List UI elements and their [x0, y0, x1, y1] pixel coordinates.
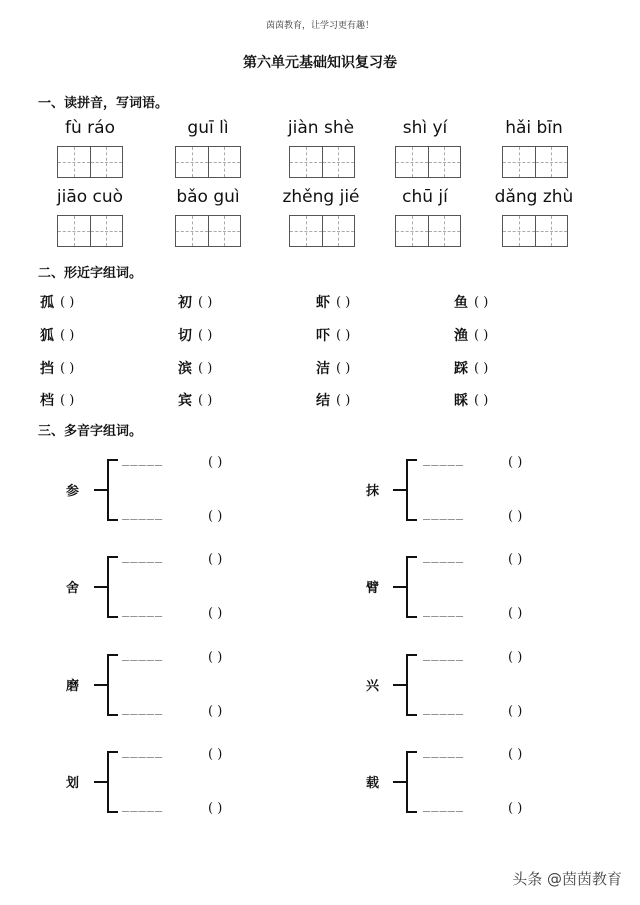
similar-char-item[interactable] — [178, 390, 212, 410]
answer-blank[interactable]: _____ — [122, 701, 164, 715]
similar-char-item[interactable] — [454, 292, 488, 312]
polyphone-char: 抹 — [366, 484, 380, 499]
writing-grid[interactable] — [175, 146, 241, 178]
similar-char: 档 — [40, 393, 54, 409]
similar-char-item[interactable] — [40, 358, 74, 378]
similar-char-item[interactable] — [178, 292, 212, 312]
similar-char: 睬 — [454, 393, 468, 409]
similar-char: 吓 — [316, 328, 330, 344]
answer-paren: ( ) — [336, 327, 351, 343]
answer-blank[interactable]: _____ — [423, 647, 465, 661]
header-tag: 茵茵教育，让学习更有趣！ — [265, 21, 374, 31]
similar-char-item[interactable] — [316, 358, 350, 378]
similar-char: 结 — [316, 393, 330, 409]
watermark: 头条 @茵茵教育 — [512, 870, 622, 888]
similar-char: 孤 — [40, 295, 54, 311]
similar-char-item[interactable] — [454, 390, 488, 410]
answer-paren: ( ) — [208, 509, 223, 524]
similar-char: 鱼 — [454, 295, 468, 311]
answer-paren: ( ) — [508, 704, 523, 719]
brace-icon — [391, 555, 421, 619]
pinyin-label: bǎo guì — [176, 187, 240, 207]
brace-icon — [92, 458, 122, 522]
pinyin-label: hǎi bīn — [505, 118, 563, 138]
answer-blank[interactable]: _____ — [423, 549, 465, 563]
writing-grid[interactable] — [502, 215, 568, 247]
similar-char-item[interactable] — [40, 292, 74, 312]
answer-paren: ( ) — [508, 747, 523, 762]
brace-icon — [92, 750, 122, 814]
answer-blank[interactable]: _____ — [122, 549, 164, 563]
writing-grid[interactable] — [502, 146, 568, 178]
writing-grid[interactable] — [395, 215, 461, 247]
answer-paren: ( ) — [474, 294, 489, 310]
answer-paren: ( ) — [508, 650, 523, 665]
writing-grid[interactable] — [57, 215, 123, 247]
brace-icon — [92, 653, 122, 717]
answer-paren: ( ) — [474, 392, 489, 408]
section2-heading: 二、形近字组词。 — [38, 266, 143, 281]
brace-icon — [391, 750, 421, 814]
writing-grid[interactable] — [395, 146, 461, 178]
answer-paren: ( ) — [60, 327, 75, 343]
pinyin-label: jiàn shè — [287, 118, 355, 138]
similar-char: 洁 — [316, 361, 330, 377]
pinyin-label: zhěng jié — [282, 187, 360, 207]
writing-grid[interactable] — [289, 215, 355, 247]
similar-char: 宾 — [178, 393, 192, 409]
answer-paren: ( ) — [508, 455, 523, 470]
polyphone-char: 载 — [366, 776, 380, 791]
section1-heading: 一、读拼音，写词语。 — [38, 96, 169, 111]
pinyin-label: guī lì — [187, 118, 229, 138]
pinyin-label: dǎng zhù — [494, 187, 574, 207]
similar-char-item[interactable] — [40, 390, 74, 410]
brace-icon — [391, 458, 421, 522]
pinyin-label: shì yí — [402, 118, 448, 138]
similar-char: 渔 — [454, 328, 468, 344]
answer-blank[interactable]: _____ — [122, 744, 164, 758]
similar-char: 切 — [178, 328, 192, 344]
answer-paren: ( ) — [60, 360, 75, 376]
answer-paren: ( ) — [208, 801, 223, 816]
brace-icon — [92, 555, 122, 619]
brace-icon — [391, 653, 421, 717]
similar-char-item[interactable] — [178, 358, 212, 378]
answer-blank[interactable]: _____ — [122, 603, 164, 617]
answer-blank[interactable]: _____ — [122, 647, 164, 661]
polyphone-char: 划 — [66, 776, 80, 791]
answer-paren: ( ) — [198, 392, 213, 408]
answer-paren: ( ) — [208, 747, 223, 762]
answer-paren: ( ) — [508, 801, 523, 816]
polyphone-char: 舍 — [66, 581, 80, 596]
similar-char: 踩 — [454, 361, 468, 377]
polyphone-char: 磨 — [66, 679, 80, 694]
answer-paren: ( ) — [474, 360, 489, 376]
answer-blank[interactable]: _____ — [423, 798, 465, 812]
answer-paren: ( ) — [198, 294, 213, 310]
writing-grid[interactable] — [289, 146, 355, 178]
answer-blank[interactable]: _____ — [423, 701, 465, 715]
similar-char: 滨 — [178, 361, 192, 377]
answer-paren: ( ) — [336, 360, 351, 376]
similar-char-item[interactable] — [454, 325, 488, 345]
pinyin-label: chū jí — [402, 187, 448, 207]
similar-char-item[interactable] — [316, 390, 350, 410]
answer-paren: ( ) — [474, 327, 489, 343]
answer-paren: ( ) — [208, 606, 223, 621]
answer-blank[interactable]: _____ — [122, 506, 164, 520]
answer-blank[interactable]: _____ — [423, 506, 465, 520]
answer-paren: ( ) — [198, 360, 213, 376]
page-title: 第六单元基础知识复习卷 — [243, 55, 397, 71]
answer-paren: ( ) — [508, 552, 523, 567]
section3-heading: 三、多音字组词。 — [38, 424, 143, 439]
similar-char-item[interactable] — [316, 325, 350, 345]
answer-paren: ( ) — [60, 392, 75, 408]
similar-char-item[interactable] — [454, 358, 488, 378]
answer-paren: ( ) — [208, 455, 223, 470]
answer-paren: ( ) — [208, 552, 223, 567]
polyphone-char: 臂 — [366, 581, 380, 596]
similar-char: 初 — [178, 295, 192, 311]
similar-char: 狐 — [40, 328, 54, 344]
answer-paren: ( ) — [208, 650, 223, 665]
answer-paren: ( ) — [336, 294, 351, 310]
answer-paren: ( ) — [208, 704, 223, 719]
answer-blank[interactable]: _____ — [423, 452, 465, 466]
similar-char: 挡 — [40, 361, 54, 377]
similar-char-item[interactable] — [178, 325, 212, 345]
answer-paren: ( ) — [508, 509, 523, 524]
polyphone-char: 参 — [66, 484, 80, 499]
similar-char-item[interactable] — [316, 292, 350, 312]
similar-char: 虾 — [316, 295, 330, 311]
answer-paren: ( ) — [198, 327, 213, 343]
polyphone-char: 兴 — [366, 679, 380, 694]
answer-paren: ( ) — [60, 294, 75, 310]
writing-grid[interactable] — [175, 215, 241, 247]
answer-blank[interactable]: _____ — [423, 603, 465, 617]
answer-paren: ( ) — [336, 392, 351, 408]
pinyin-label: fù ráo — [65, 118, 115, 138]
similar-char-item[interactable] — [40, 325, 74, 345]
writing-grid[interactable] — [57, 146, 123, 178]
answer-paren: ( ) — [508, 606, 523, 621]
answer-blank[interactable]: _____ — [122, 798, 164, 812]
answer-blank[interactable]: _____ — [423, 744, 465, 758]
answer-blank[interactable]: _____ — [122, 452, 164, 466]
pinyin-label: jiāo cuò — [56, 187, 124, 207]
